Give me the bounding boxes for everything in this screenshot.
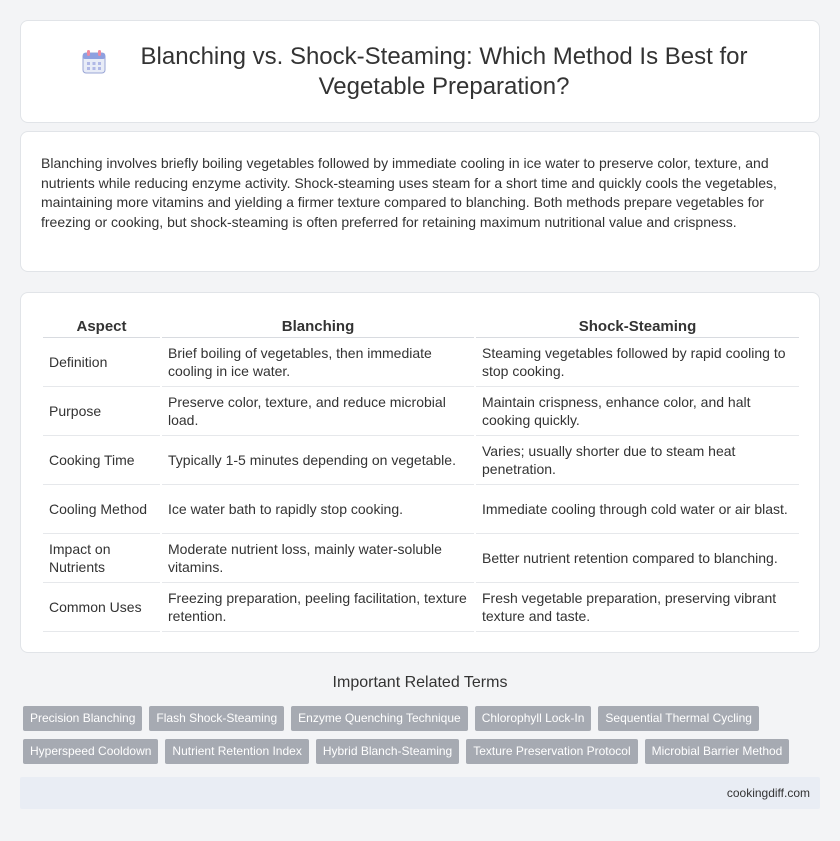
- row-shock-steaming: Better nutrient retention compared to blanching.: [475, 533, 799, 582]
- row-aspect: Common Uses: [43, 582, 161, 631]
- tag-enzyme-quenching[interactable]: Enzyme Quenching Technique: [291, 706, 468, 731]
- tag-hybrid-blanch-steaming[interactable]: Hybrid Blanch-Steaming: [316, 739, 459, 764]
- related-terms-tags: [23, 706, 823, 772]
- intro-paragraph: Blanching involves briefly boiling vegetables followed by immediate cooling in ice water to preserve color, texture, and nutrients while reducing enzyme activity. Shock-steaming uses steam for a short time and quickly cools the vegetables, maintaining more vitamins and yielding a firmer texture compared to blanching. Both methods prepare vegetables for freezing or cooking, but shock-steaming is often preferred for retaining maximum nutritional value and crispness.: [41, 155, 777, 230]
- row-blanching: Preserve color, texture, and reduce microbial load.: [161, 386, 475, 435]
- row-blanching: Freezing preparation, peeling facilitation, texture retention.: [161, 582, 475, 631]
- table-header-row: [43, 311, 799, 337]
- row-aspect: Purpose: [43, 386, 161, 435]
- tag-row: [23, 739, 823, 764]
- table-row: [43, 337, 799, 386]
- footer-site-link[interactable]: cookingdiff.com: [726, 786, 810, 800]
- row-aspect: Cooling Method: [43, 484, 161, 533]
- row-shock-steaming: Varies; usually shorter due to steam heat penetration.: [475, 435, 799, 484]
- comparison-table: [43, 311, 799, 632]
- row-aspect: Definition: [43, 337, 161, 386]
- row-blanching: Ice water bath to rapidly stop cooking.: [161, 484, 475, 533]
- calendar-icon: [81, 49, 107, 75]
- header-aspect: Aspect: [43, 311, 161, 337]
- tag-hyperspeed-cooldown[interactable]: Hyperspeed Cooldown: [23, 739, 158, 764]
- intro-card: [20, 131, 820, 272]
- row-shock-steaming: Fresh vegetable preparation, preserving vibrant texture and taste.: [475, 582, 799, 631]
- related-terms-heading: Important Related Terms: [332, 674, 508, 691]
- tag-nutrient-retention-index[interactable]: Nutrient Retention Index: [165, 739, 308, 764]
- row-shock-steaming: Steaming vegetables followed by rapid cooling to stop cooking.: [475, 337, 799, 386]
- row-aspect: Cooking Time: [43, 435, 161, 484]
- title-card: [20, 20, 820, 123]
- row-blanching: Typically 1-5 minutes depending on vegetable.: [161, 435, 475, 484]
- row-blanching: Brief boiling of vegetables, then immediate cooling in ice water.: [161, 337, 475, 386]
- tag-chlorophyll-lock-in[interactable]: Chlorophyll Lock-In: [475, 706, 592, 731]
- page-title: Blanching vs. Shock-Steaming: Which Method Is Best for Vegetable Preparation?: [140, 42, 748, 100]
- tag-texture-preservation[interactable]: Texture Preservation Protocol: [466, 739, 637, 764]
- tag-flash-shock-steaming[interactable]: Flash Shock-Steaming: [149, 706, 284, 731]
- row-blanching: Moderate nutrient loss, mainly water-soluble vitamins.: [161, 533, 475, 582]
- footer: [20, 777, 820, 809]
- row-shock-steaming: Maintain crispness, enhance color, and halt cooking quickly.: [475, 386, 799, 435]
- header-shock-steaming: Shock-Steaming: [475, 311, 799, 337]
- table-row: [43, 582, 799, 631]
- row-aspect: Impact on Nutrients: [43, 533, 161, 582]
- table-row: [43, 386, 799, 435]
- tag-sequential-thermal-cycling[interactable]: Sequential Thermal Cycling: [598, 706, 759, 731]
- header-blanching: Blanching: [161, 311, 475, 337]
- table-row: [43, 484, 799, 533]
- table-row: [43, 533, 799, 582]
- row-shock-steaming: Immediate cooling through cold water or air blast.: [475, 484, 799, 533]
- table-row: [43, 435, 799, 484]
- tag-row: [23, 706, 823, 731]
- comparison-card: [20, 292, 820, 653]
- tag-microbial-barrier[interactable]: Microbial Barrier Method: [645, 739, 790, 764]
- tag-precision-blanching[interactable]: Precision Blanching: [23, 706, 142, 731]
